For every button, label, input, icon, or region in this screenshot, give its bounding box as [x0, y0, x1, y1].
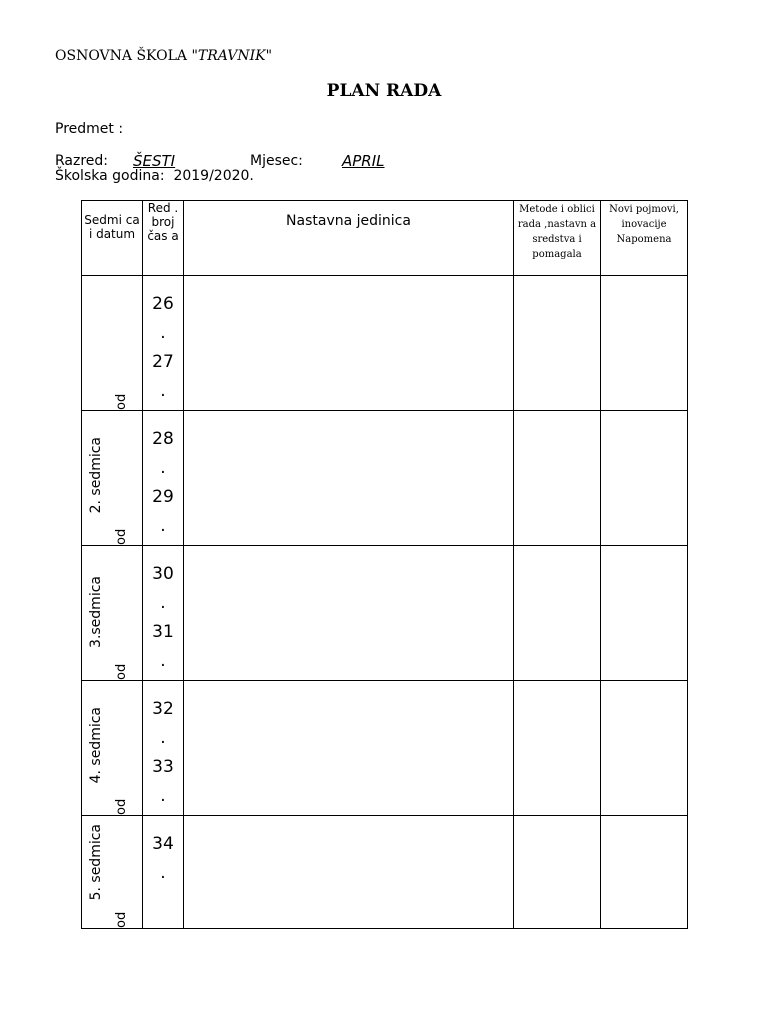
mjesec-value: APRIL: [342, 152, 385, 170]
lesson-dot: .: [160, 381, 166, 401]
metode-cell[interactable]: [514, 816, 601, 929]
nastavna-jedinica-cell[interactable]: [184, 411, 514, 546]
lesson-numbers: [143, 681, 184, 816]
week-label: 4. sedmica: [88, 706, 104, 783]
school-suffix: ": [265, 48, 273, 64]
week-cell: [82, 276, 143, 411]
metode-cell[interactable]: [514, 681, 601, 816]
lesson-dot: .: [160, 728, 166, 748]
week-cell: [82, 546, 143, 681]
nastavna-jedinica-cell[interactable]: [184, 681, 514, 816]
table-row: [82, 276, 688, 411]
predmet-line: [55, 121, 123, 137]
table-row: [82, 546, 688, 681]
lesson-dot: .: [160, 516, 166, 536]
nastavna-jedinica-cell[interactable]: [184, 276, 514, 411]
nastavna-jedinica-cell[interactable]: [184, 816, 514, 929]
od-label: od: [114, 798, 129, 815]
table-row: [82, 816, 688, 929]
week-label: 3.sedmica: [88, 576, 104, 648]
lesson-number: 33: [152, 757, 174, 777]
table-row: [82, 411, 688, 546]
od-label: od: [114, 911, 129, 928]
lesson-dot: .: [160, 863, 166, 883]
godina-line: [55, 168, 254, 184]
lesson-number: 32: [152, 699, 174, 719]
school-name: [55, 48, 272, 64]
lesson-dot: .: [160, 458, 166, 478]
metode-cell[interactable]: [514, 546, 601, 681]
lesson-dot: .: [160, 593, 166, 613]
lesson-numbers: [143, 411, 184, 546]
nastavna-jedinica-cell[interactable]: [184, 546, 514, 681]
header-metode: Metode i oblici rada ,nastavn a sredstva i pomagala: [514, 201, 601, 276]
school-city: TRAVNIK: [197, 48, 266, 64]
novi-pojmovi-cell[interactable]: [601, 276, 688, 411]
metode-cell[interactable]: [514, 411, 601, 546]
school-prefix: OSNOVNA ŠKOLA ": [55, 48, 198, 64]
novi-pojmovi-cell[interactable]: [601, 411, 688, 546]
lesson-dot: .: [160, 323, 166, 343]
page-title: PLAN RADA: [326, 81, 442, 101]
header-novi-pojmovi: Novi pojmovi, inovacije Napomena: [601, 201, 688, 276]
novi-pojmovi-cell[interactable]: [601, 681, 688, 816]
header-nastavna-jedinica: Nastavna jedinica: [184, 201, 514, 276]
od-label: od: [114, 663, 129, 680]
lesson-number: 34: [152, 834, 174, 854]
lesson-number: 27: [152, 352, 174, 372]
lesson-number: 30: [152, 564, 174, 584]
od-label: od: [114, 393, 129, 410]
metode-cell[interactable]: [514, 276, 601, 411]
week-cell: [82, 816, 143, 929]
lesson-number: 28: [152, 429, 174, 449]
lesson-dot: .: [160, 786, 166, 806]
table-row: [82, 681, 688, 816]
lesson-number: 26: [152, 294, 174, 314]
lesson-numbers: [143, 276, 184, 411]
predmet-label: Predmet :: [55, 121, 124, 137]
week-cell: [82, 411, 143, 546]
lesson-number: 29: [152, 487, 174, 507]
header-sedmica: Sedmi ca i datum: [82, 201, 143, 276]
week-label: 5. sedmica: [88, 823, 104, 900]
novi-pojmovi-cell[interactable]: [601, 546, 688, 681]
week-label: 2. sedmica: [88, 436, 104, 513]
godina-value: 2019/2020.: [173, 168, 254, 184]
razred-value: ŠESTI: [133, 152, 176, 170]
razred-label: Razred:: [55, 153, 109, 169]
table-header-row: [82, 201, 688, 276]
od-label: od: [114, 528, 129, 545]
godina-label: Školska godina:: [55, 168, 165, 184]
week-cell: [82, 681, 143, 816]
plan-table: [81, 200, 688, 929]
lesson-numbers: [143, 816, 184, 929]
lesson-number: 31: [152, 622, 174, 642]
lesson-numbers: [143, 546, 184, 681]
mjesec-label: Mjesec:: [250, 153, 303, 169]
lesson-dot: .: [160, 651, 166, 671]
header-red-broj: Red . broj čas a: [143, 201, 184, 276]
novi-pojmovi-cell[interactable]: [601, 816, 688, 929]
